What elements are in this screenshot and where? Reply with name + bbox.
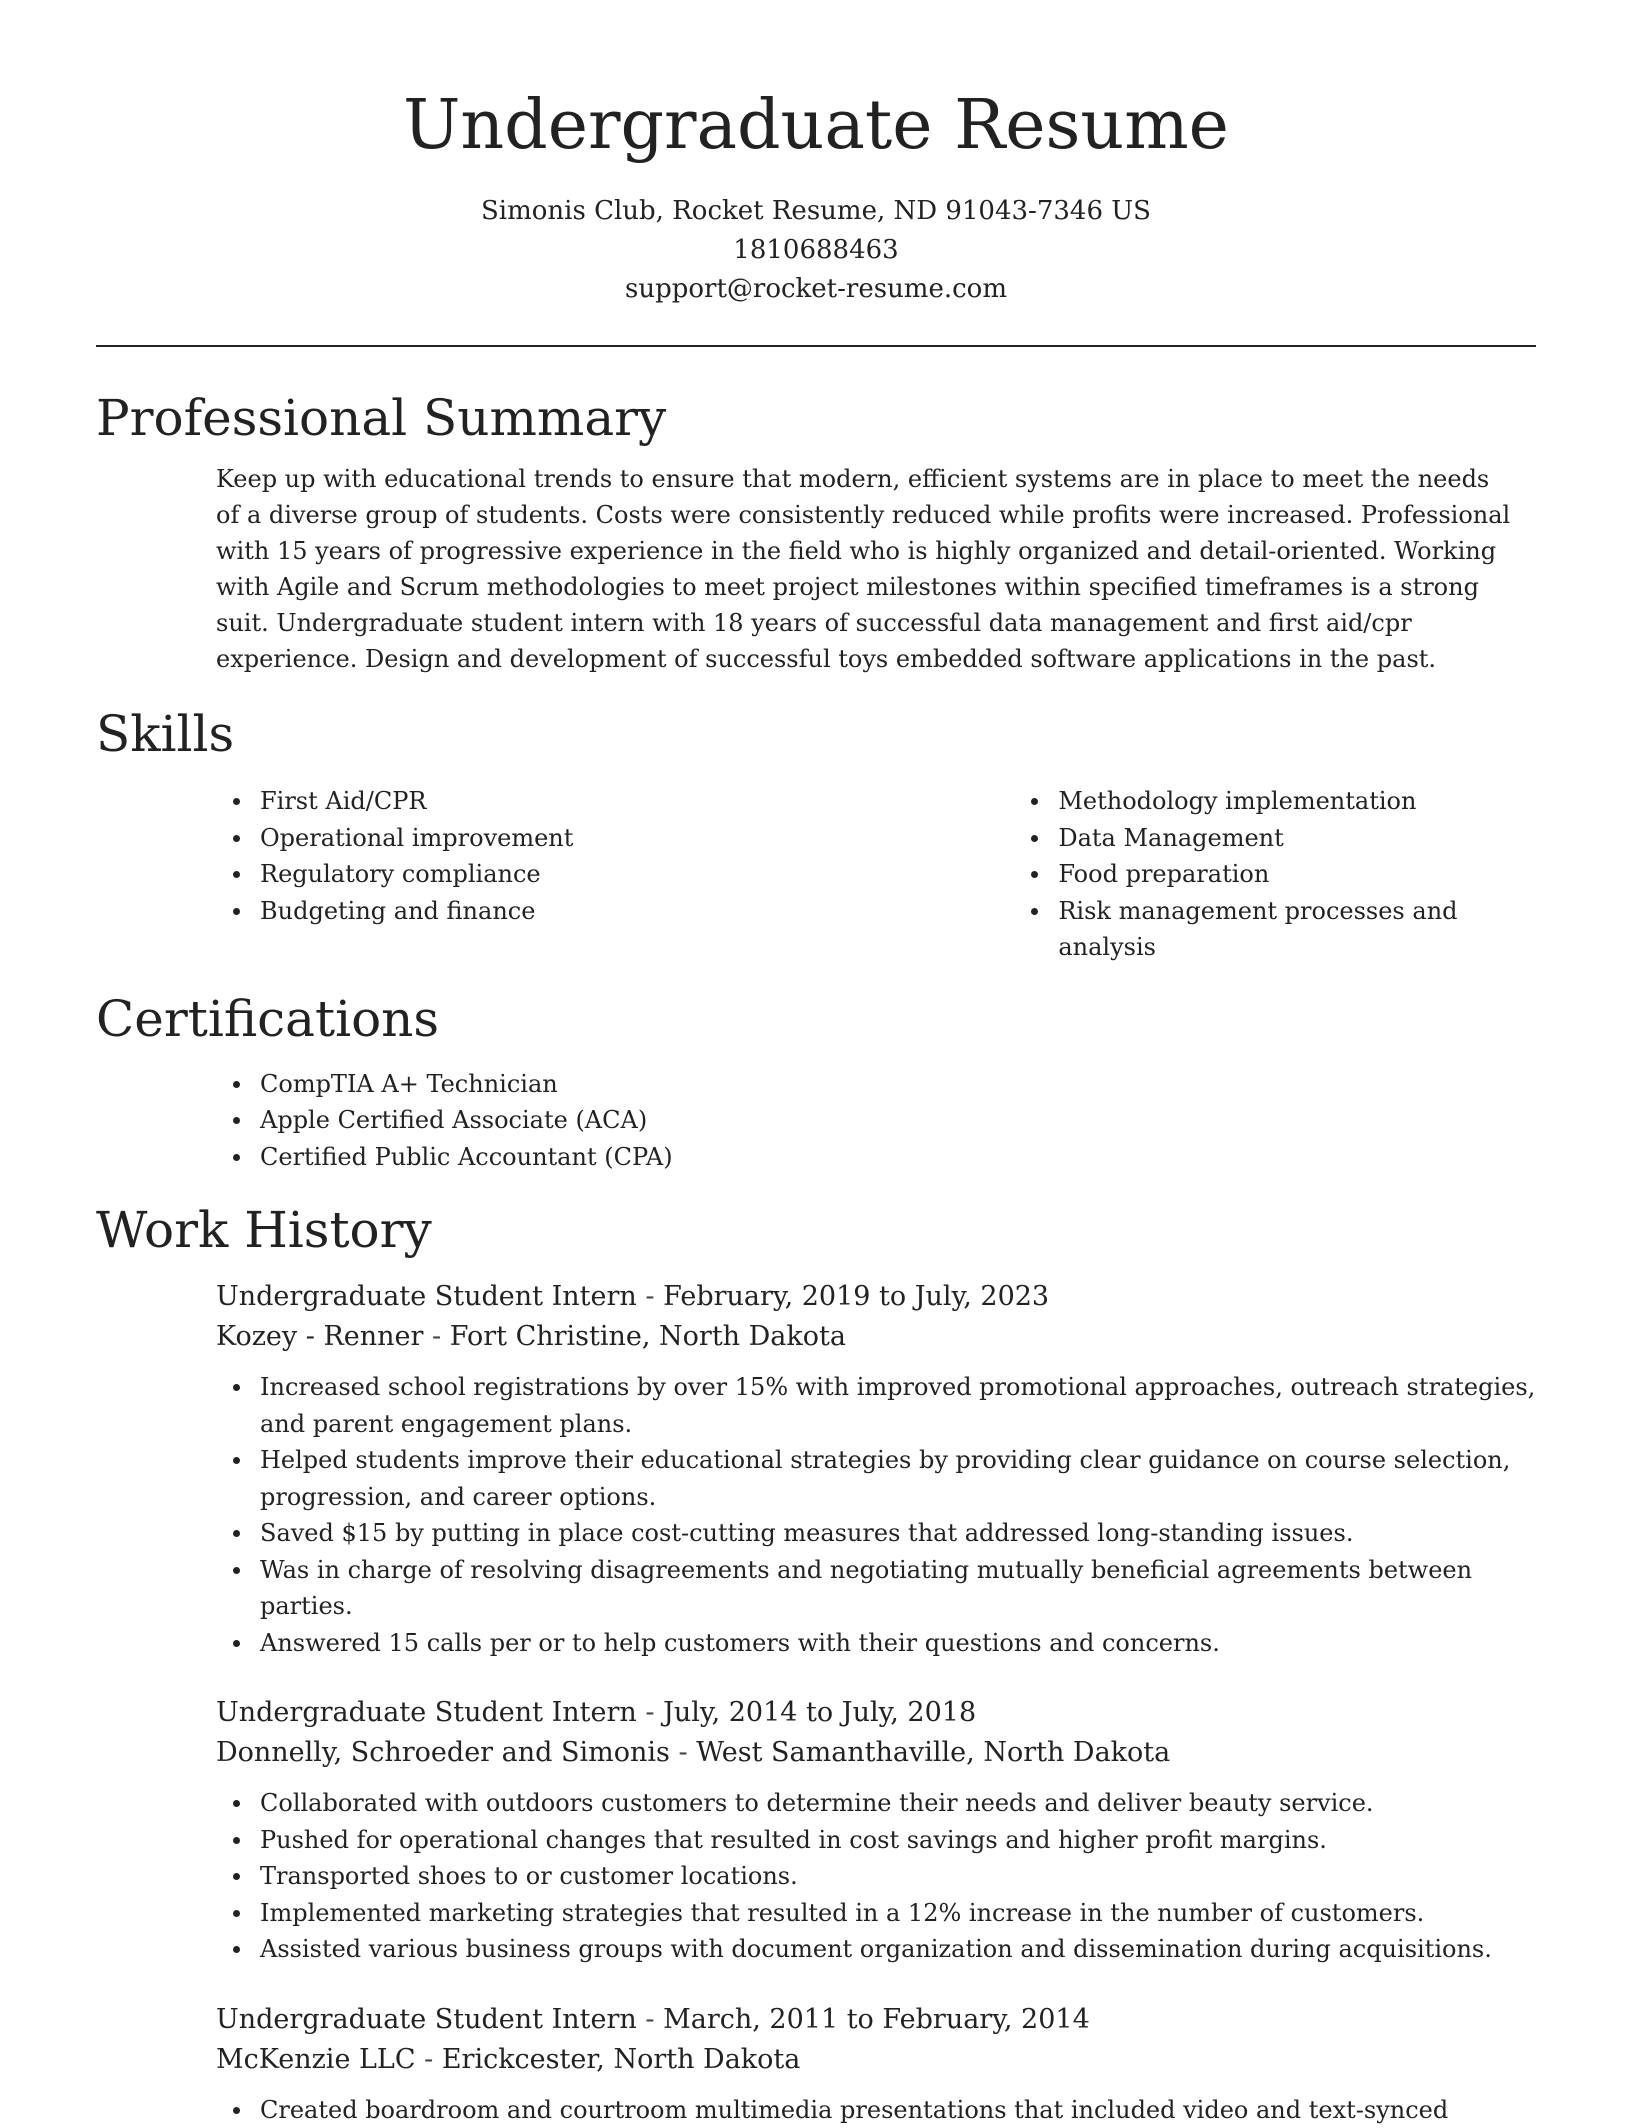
job-company-line: Kozey - Renner - Fort Christine, North Dakota [216, 1317, 1536, 1357]
resume-title: Undergraduate Resume [96, 0, 1536, 168]
address: Simonis Club, Rocket Resume, ND 91043-7346 US [96, 192, 1536, 231]
job-bullets [216, 1785, 1560, 1968]
job-bullet: Pushed for operational changes that resulted in cost savings and higher profit margins. [260, 1822, 1560, 1859]
job-bullet: Helped students improve their educational strategies by providing clear guidance on course selection, progression, and career options. [260, 1442, 1560, 1515]
job-bullet: Assisted various business groups with document organization and dissemination during acquisitions. [260, 1931, 1560, 1968]
resume-page [96, 0, 1536, 2128]
job-role: Undergraduate Student Intern [216, 1697, 637, 1728]
job-bullet: Saved $15 by putting in place cost-cutting measures that addressed long-standing issues. [260, 1515, 1560, 1552]
skill-item: First Aid/CPR [260, 783, 884, 820]
header-divider [96, 345, 1536, 347]
certifications-heading: Certifications [96, 988, 1536, 1050]
email: support@rocket-resume.com [96, 270, 1536, 309]
phone: 1810688463 [96, 231, 1536, 270]
job-company: Donnelly, Schroeder and Simonis [216, 1737, 670, 1768]
job-role-line: Undergraduate Student Intern - February, 2019 to July, 2023 [216, 1277, 1536, 1317]
skills-heading: Skills [96, 703, 1536, 765]
job-bullet: Created boardroom and courtroom multimedia presentations that included video and text-synced [260, 2092, 1560, 2128]
skill-item: Data Management [1058, 820, 1536, 857]
job-dates: February, 2019 to July, 2023 [663, 1281, 1049, 1312]
skill-item: Food preparation [1058, 856, 1536, 893]
job-bullet: Increased school registrations by over 15% with improved promotional approaches, outreach strategies, and parent engagement plans. [260, 1369, 1560, 1442]
job-company: McKenzie LLC [216, 2044, 416, 2075]
summary-heading: Professional Summary [96, 387, 1536, 449]
job-role-line: Undergraduate Student Intern - July, 2014 to July, 2018 [216, 1693, 1536, 1733]
job-dates: July, 2014 to July, 2018 [663, 1697, 976, 1728]
job-bullet: Collaborated with outdoors customers to determine their needs and deliver beauty service. [260, 1785, 1560, 1822]
job-company-line: Donnelly, Schroeder and Simonis - West Samanthaville, North Dakota [216, 1733, 1536, 1773]
skill-item: Methodology implementation [1058, 783, 1536, 820]
skill-item: Risk management processes and analysis [1058, 893, 1536, 966]
skill-item: Operational improvement [260, 820, 884, 857]
skills-columns [96, 783, 1536, 966]
work-history-heading: Work History [96, 1199, 1536, 1261]
job-company-line: McKenzie LLC - Erickcester, North Dakota [216, 2040, 1536, 2080]
skills-list-left [96, 783, 884, 966]
job-bullet: Was in charge of resolving disagreements and negotiating mutually beneficial agreements between parties. [260, 1552, 1560, 1625]
certification-item: CompTIA A+ Technician [260, 1066, 1536, 1103]
job-role: Undergraduate Student Intern [216, 1281, 637, 1312]
job-bullet: Implemented marketing strategies that resulted in a 12% increase in the number of customers. [260, 1895, 1560, 1932]
contact-block [96, 192, 1536, 309]
job-entry [216, 1277, 1536, 1661]
certification-item: Certified Public Accountant (CPA) [260, 1139, 1536, 1176]
job-location: Erickcester, North Dakota [442, 2044, 801, 2075]
skill-item: Regulatory compliance [260, 856, 884, 893]
job-role-line: Undergraduate Student Intern - March, 2011 to February, 2014 [216, 2000, 1536, 2040]
job-location: West Samanthaville, North Dakota [696, 1737, 1170, 1768]
job-bullets [216, 2092, 1560, 2128]
certification-item: Apple Certified Associate (ACA) [260, 1102, 1536, 1139]
skills-list-right [884, 783, 1536, 966]
summary-text: Keep up with educational trends to ensure that modern, efficient systems are in place to meet the needs of a diverse group of students. Costs were consistently reduced while profits were increased. Professional with 15 years of progressive experience in the field who is highly organized and detail-oriented. Working with Agile and Scrum methodologies to meet project milestones within specified timeframes is a strong suit. Undergraduate student intern with 18 years of successful data management and first aid/cpr experience. Design and development of successful toys embedded software applications in the past. [216, 461, 1516, 677]
certifications-list [96, 1066, 1536, 1176]
job-entry [216, 1693, 1536, 1968]
job-location: Fort Christine, North Dakota [450, 1321, 846, 1352]
job-dates: March, 2011 to February, 2014 [663, 2004, 1090, 2035]
job-role: Undergraduate Student Intern [216, 2004, 637, 2035]
skill-item: Budgeting and finance [260, 893, 884, 930]
job-entry [216, 2000, 1536, 2128]
job-bullet: Answered 15 calls per or to help customers with their questions and concerns. [260, 1625, 1560, 1662]
job-bullet: Transported shoes to or customer locations. [260, 1858, 1560, 1895]
job-bullets [216, 1369, 1560, 1661]
job-company: Kozey - Renner [216, 1321, 423, 1352]
